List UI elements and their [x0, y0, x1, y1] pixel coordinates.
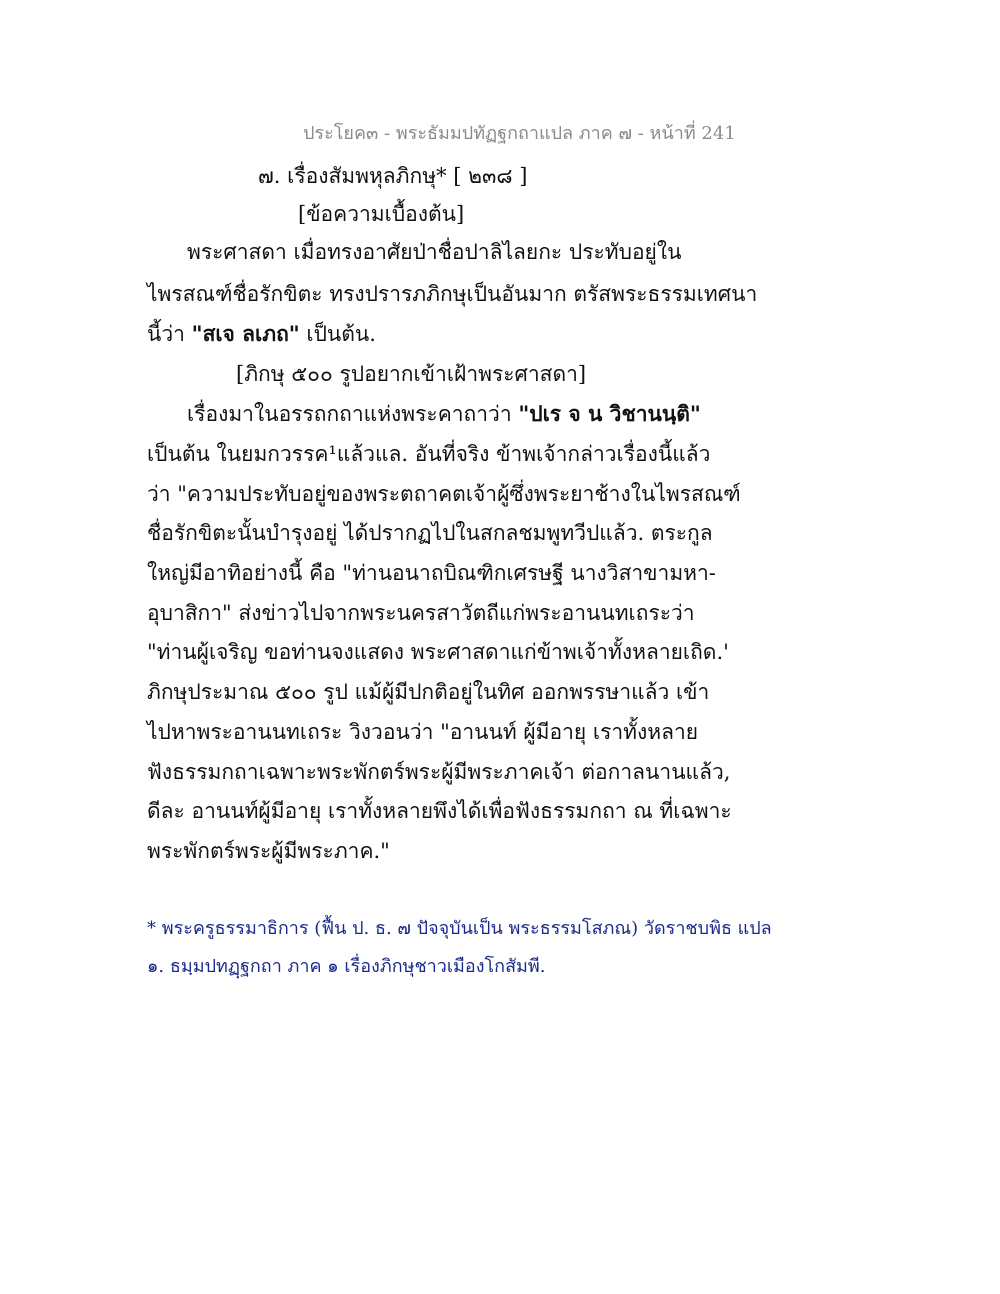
intro-line-3-prefix: นี้ว่า — [147, 322, 192, 346]
body-line: ไปหาพระอานนทเถระ วิงวอนว่า "อานนท์ ผู้มีอายุ เราทั้งหลาย — [147, 720, 699, 744]
body-line: ภิกษุประมาณ ๕๐๐ รูป แม้ผู้มีปกติอยู่ในทิศ ออกพรรษาแล้ว เข้า — [147, 680, 710, 704]
footnote-reference: ๑. ธมฺมปทฏฺฐกถา ภาค ๑ เรื่องภิกษุชาวเมืองโกสัมพี. — [147, 956, 546, 977]
body-line: ว่า "ความประทับอยู่ของพระตถาคตเจ้าผู้ซึ่งพระยาช้างในไพรสณฑ์ — [147, 482, 741, 506]
body-line: ใหญ่มีอาทิอย่างนี้ คือ "ท่านอนาถบิณฑิกเศรษฐี นางวิสาขามหา- — [147, 561, 716, 585]
body-line-1-prefix: เรื่องมาในอรรถกถาแห่งพระคาถาว่า — [187, 402, 519, 426]
body-line: "ท่านผู้เจริญ ขอท่านจงแสดง พระศาสดาแก่ข้าพเจ้าทั้งหลายเถิด.' — [147, 640, 729, 664]
intro-heading: [ข้อความเบื้องต้น] — [298, 202, 465, 226]
body-line: ชื่อรักขิตะนั้นบำรุงอยู่ ได้ปรากฏไปในสกลชมพูทวีปแล้ว. ตระกูล — [147, 521, 713, 545]
intro-line-2: ไพรสณฑ์ชื่อรักขิตะ ทรงปรารภภิกษุเป็นอันมาก ตรัสพระธรรมเทศนา — [147, 282, 758, 306]
intro-line-3 — [147, 319, 376, 349]
body-line: ฟังธรรมกถาเฉพาะพระพักตร์พระผู้มีพระภาคเจ้า ต่อกาลนานแล้ว, — [147, 760, 731, 784]
body-quote: "ปเร จ น วิชานนฺติ" — [518, 401, 701, 426]
footnote-translator: * พระครูธรรมาธิการ (ฟื้น ป. ธ. ๗ ปัจจุบันเป็น พระธรรมโสภณ) วัดราชบพิธ แปล — [147, 918, 772, 939]
body-line: พระพักตร์พระผู้มีพระภาค." — [147, 839, 390, 863]
intro-line-3-suffix: เป็นต้น. — [299, 322, 376, 346]
body-line: อุบาสิกา" ส่งข่าวไปจากพระนครสาวัตถีแก่พระอานนทเถระว่า — [147, 601, 695, 625]
body-line-1 — [187, 399, 701, 429]
section-heading: [ภิกษุ ๕๐๐ รูปอยากเข้าเฝ้าพระศาสดา] — [236, 362, 587, 386]
story-title: ๗. เรื่องสัมพหุลภิกษุ* [ ๒๓๘ ] — [258, 164, 528, 188]
body-line: ดีละ อานนท์ผู้มีอายุ เราทั้งหลายพึงได้เพื่อฟังธรรมกถา ณ ที่เฉพาะ — [147, 799, 732, 823]
intro-line-1: พระศาสดา เมื่อทรงอาศัยป่าชื่อปาลิไลยกะ ประทับอยู่ใน — [187, 240, 682, 264]
body-line: เป็นต้น ในยมกวรรค¹แล้วแล. อันที่จริง ข้าพเจ้ากล่าวเรื่องนี้แล้ว — [147, 442, 711, 466]
page-header: ประโยค๓ - พระธัมมปทัฏฐกถาแปล ภาค ๗ - หน้าที่ 241 — [303, 123, 736, 144]
intro-quote: "สเจ ลเภถ" — [191, 321, 300, 346]
